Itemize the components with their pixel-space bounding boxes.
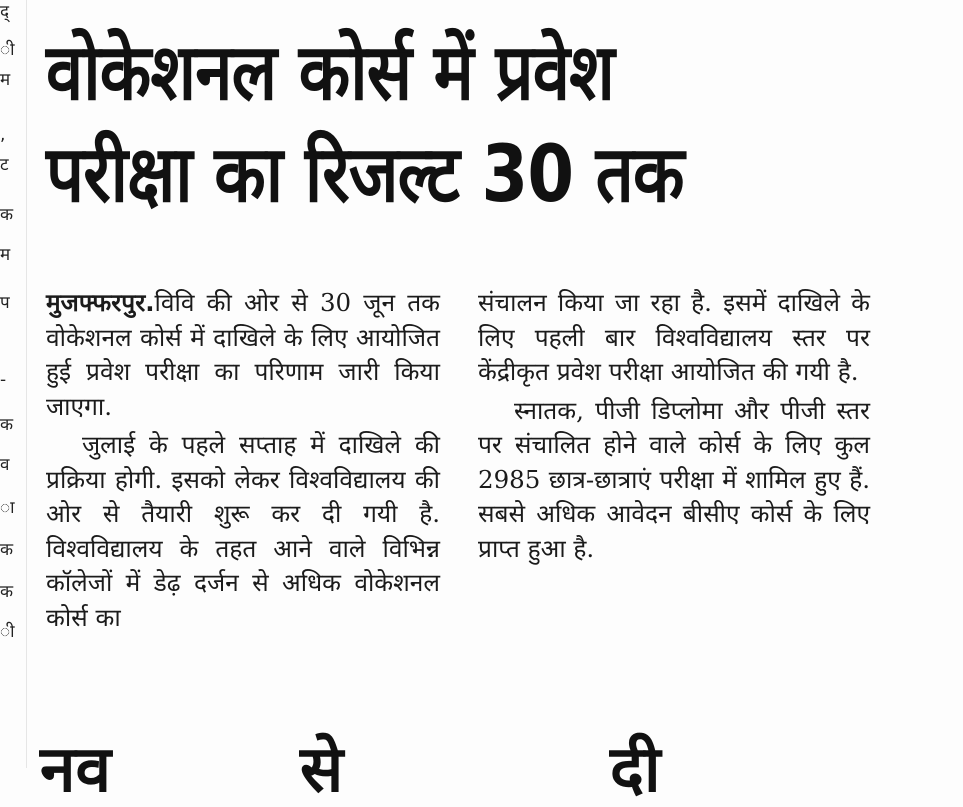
fragment-char: , <box>0 125 6 145</box>
fragment-char: क <box>0 582 14 602</box>
article-paragraph <box>46 286 440 424</box>
next-headline-fragment <box>0 733 963 807</box>
dateline: मुजफ्फरपुर. <box>46 288 155 317</box>
article-column-2 <box>478 286 870 570</box>
adjacent-column-fragment <box>0 0 14 768</box>
fragment-char: म <box>0 70 11 90</box>
article-column-1 <box>46 286 440 639</box>
article-paragraph: स्नातक, पीजी डिप्लोमा और पीजी स्तर पर संचालित होने वाले कोर्स के लिए कुल 2985 छात्र-छात्राएं परीक्षा में शामिल हुए हैं. सबसे अधिक आवेदन बीसीए कोर्स के लिए प्राप्त हुआ है. <box>478 395 870 563</box>
fragment-char: द् <box>0 2 10 22</box>
fragment-char: व <box>0 455 10 475</box>
fragment-char: क <box>0 205 14 225</box>
fragment-char: म <box>0 245 11 265</box>
fragment-char: - <box>0 370 7 390</box>
fragment-char: ट <box>0 155 9 175</box>
headline <box>46 22 820 226</box>
headline-line-2: परीक्षा का रिजल्ट 30 तक <box>46 130 684 220</box>
article-paragraph: संचालन किया जा रहा है. इसमें दाखिले के लिए पहली बार विश्वविद्यालय स्तर पर केंद्रीकृत प्रवेश परीक्षा आयोजित की गयी है. <box>478 288 870 386</box>
fragment-char: क <box>0 540 14 560</box>
paragraph-text: विवि की ओर से 30 जून तक वोकेशनल कोर्स में दाखिले के लिए आयोजित हुई प्रवेश परीक्षा का परिणाम जारी किया जाएगा. <box>46 288 440 421</box>
fragment-text: से <box>300 733 344 807</box>
fragment-char: ा <box>0 498 15 518</box>
column-divider <box>26 0 27 768</box>
fragment-char: क <box>0 415 14 435</box>
fragment-text: नव <box>40 733 112 807</box>
fragment-char: प <box>0 293 10 313</box>
fragment-text: दी <box>610 733 661 807</box>
fragment-char: ी <box>0 622 15 642</box>
fragment-char: ी <box>0 40 15 60</box>
headline-line-1: वोकेशनल कोर्स में प्रवेश <box>46 28 614 118</box>
article-paragraph: जुलाई के पहले सप्ताह में दाखिले की प्रक्रिया होगी. इसको लेकर विश्वविद्यालय की ओर से तैयारी शुरू कर दी गयी है. विश्वविद्यालय के तहत आने वाले विभिन्न कॉलेजों में डेढ़ दर्जन से अधिक वोकेशनल कोर्स का <box>46 430 440 632</box>
